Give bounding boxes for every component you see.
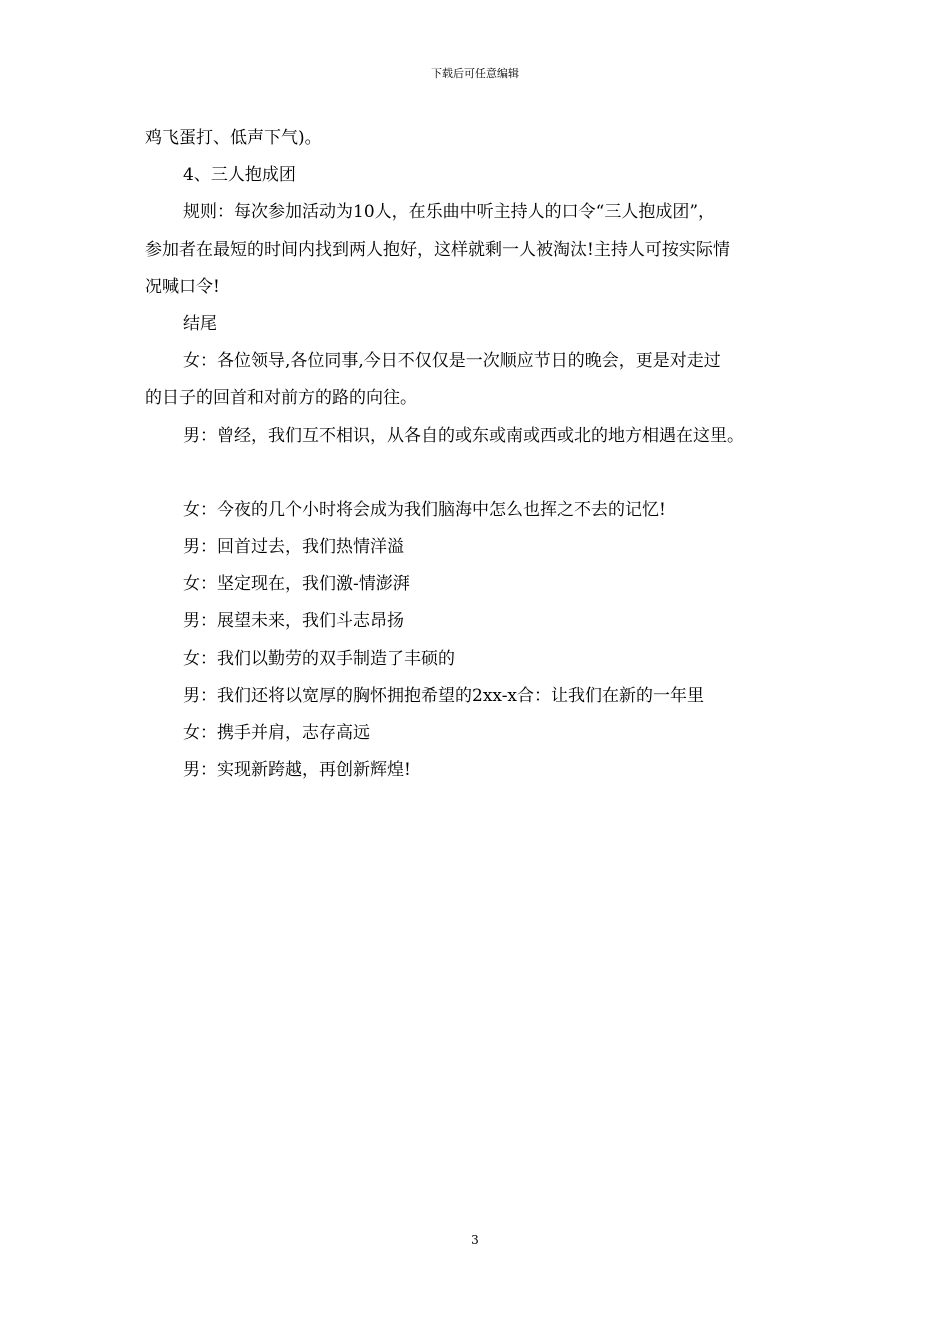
paragraph-line: 鸡飞蛋打、低声下气)。 [145,128,322,148]
dialogue-line: 女：坚定现在，我们激-情澎湃 [183,574,410,595]
dialogue-line: 女：各位领导,各位同事,今日不仅仅是一次顺应节日的晚会，更是对走过 [183,351,721,372]
dialogue-line: 男：展望未来，我们斗志昂扬 [183,611,404,632]
paragraph-line: 参加者在最短的时间内找到两人抱好，这样就剩一人被淘汰!主持人可按实际情 [145,239,730,260]
paragraph-line: 规则：每次参加活动为10人，在乐曲中听主持人的口令“三人抱成团”， [183,202,716,223]
dialogue-line: 女：携手并肩，志存高远 [183,723,370,743]
section-heading: 结尾 [183,313,217,334]
paragraph-gap [145,459,825,496]
document-body [145,124,825,793]
dialogue-line: 的日子的回首和对前方的路的向往。 [145,388,417,409]
dialogue-line: 男：实现新跨越，再创新辉煌! [183,760,411,781]
paragraph-line: 况喊口令! [145,276,220,297]
dialogue-line: 男：曾经，我们互不相识，从各自的或东或南或西或北的地方相遇在这里。 [183,425,744,446]
dialogue-line: 男：我们还将以宽厚的胸怀拥抱希望的2xx-x合：让我们在新的一年里 [183,685,705,706]
page-header: 下载后可任意编辑 [431,67,519,80]
dialogue-line: 女：我们以勤劳的双手制造了丰硕的 [183,648,455,669]
page-number: 3 [471,1233,479,1247]
section-heading: 4、三人抱成团 [183,165,296,186]
dialogue-line: 女：今夜的几个小时将会成为我们脑海中怎么也挥之不去的记忆! [183,499,666,520]
dialogue-line: 男：回首过去，我们热情洋溢 [183,537,404,558]
